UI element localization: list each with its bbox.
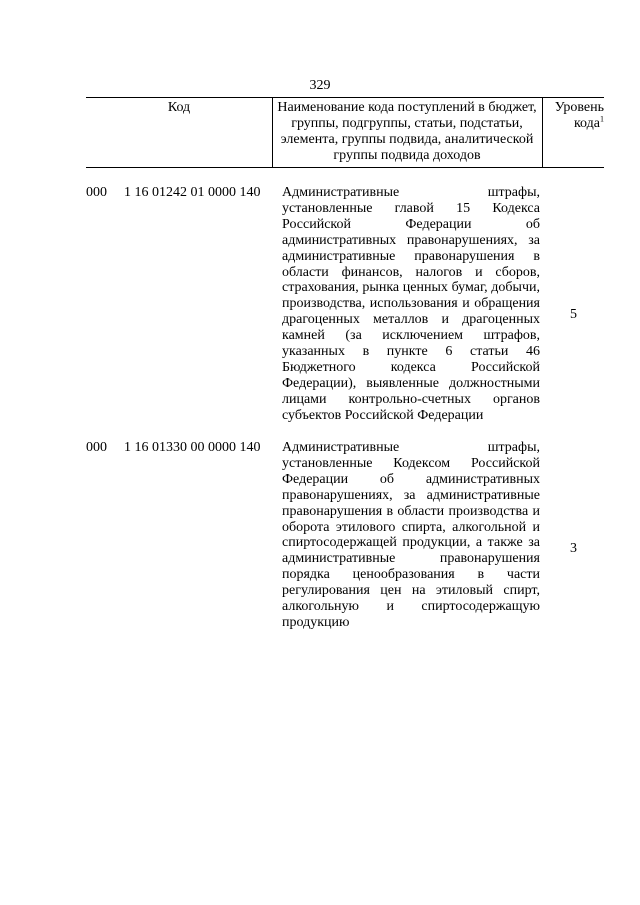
row-code: 1 16 01330 00 0000 140	[124, 440, 261, 455]
row-name: Административные штрафы, установленные Кодексом Российской Федерации об административных правонарушениях, за административные правонарушения в области производства и оборота этилового спирта, алкогольной и спиртосодержащей продукции, а также за административные правонарушения порядка ценообразования в части регулирования цен на этиловый спирт, алкогольную и спиртосодержащую продукцию	[282, 440, 540, 630]
row-prefix: 000	[86, 440, 107, 455]
row-code: 1 16 01242 01 0000 140	[124, 185, 261, 200]
header-top-rule	[86, 97, 604, 98]
header-divider	[272, 97, 273, 167]
header-bottom-rule	[86, 167, 604, 168]
footnote-marker: 1	[600, 114, 604, 124]
row-name: Административные штрафы, установленные главой 15 Кодекса Российской Федерации об административных правонарушениях, за административные правонарушения в области финансов, налогов и сборов, страхования, рынка ценных бумаг, добычи, производства, использования и обращения драгоценных металлов и драгоценных камней (за исключением штрафов, указанных в пункте 6 статьи 46 Бюджетного кодекса Российской Федерации), выявленные должностными лицами контрольно-счетных органов субъектов Российской Федерации	[282, 185, 540, 423]
header-level	[543, 100, 604, 132]
header-name: Наименование кода поступлений в бюджет, группы, подгруппы, статьи, подстатьи, элемента, группы подвида, аналитической группы подвида доходов	[277, 100, 537, 163]
row-prefix: 000	[86, 185, 107, 200]
row-level: 5	[570, 307, 577, 322]
header-code: Код	[167, 100, 191, 115]
header-level-line2-wrap	[543, 116, 604, 132]
row-level: 3	[570, 541, 577, 556]
header-level-line1: Уровень	[554, 100, 604, 115]
page-number: 329	[309, 78, 331, 93]
header-level-line2: кода	[573, 116, 600, 131]
